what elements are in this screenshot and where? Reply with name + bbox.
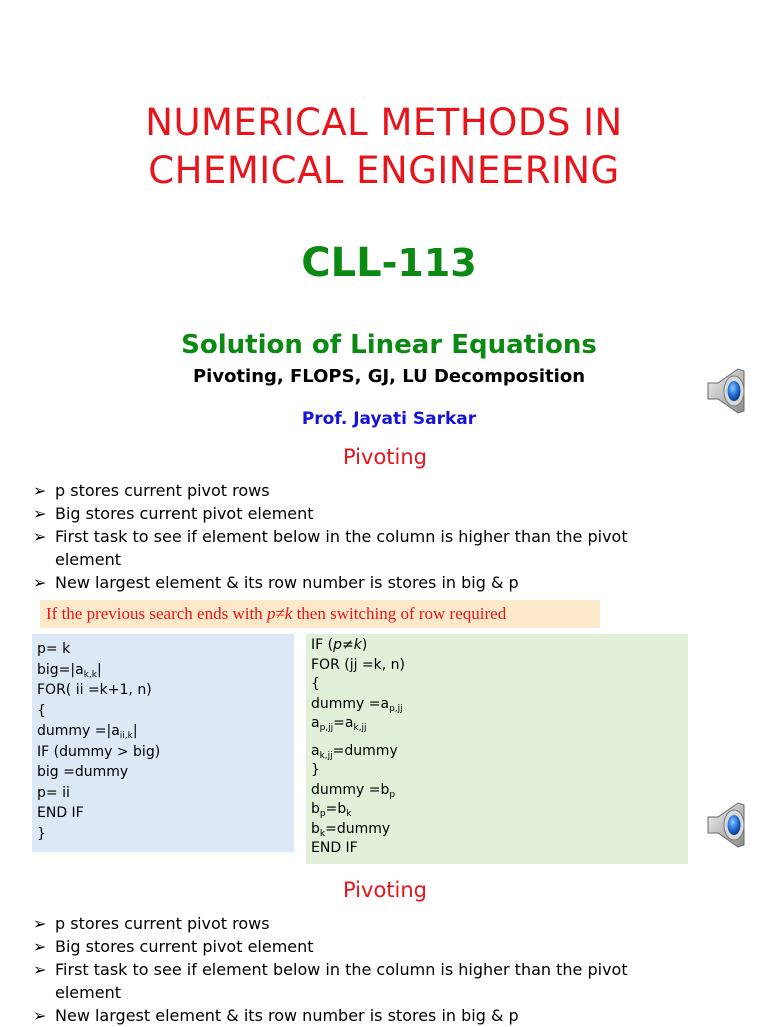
list-item: ➢ First task to see if element below in the column is higher than the pivot element	[33, 960, 628, 1002]
list-item: ➢ p stores current pivot rows	[33, 481, 270, 500]
arrowhead-bullet-icon: ➢	[33, 960, 47, 979]
title-line-1: NUMERICAL METHODS IN	[145, 101, 623, 144]
bullet-list-2	[33, 912, 733, 1027]
row-switch-note: If the previous search ends with p≠k then switching of row required	[40, 600, 600, 628]
arrowhead-bullet-icon: ➢	[33, 937, 47, 956]
list-item: ➢ First task to see if element below in the column is higher than the pivot element	[33, 527, 628, 569]
course-number: -113	[381, 241, 477, 285]
arrowhead-bullet-icon: ➢	[33, 573, 47, 592]
arrowhead-bullet-icon: ➢	[33, 504, 47, 523]
course-prefix: CLL	[301, 240, 382, 286]
course-code	[0, 240, 768, 286]
list-item: ➢ p stores current pivot rows	[33, 914, 270, 933]
arrowhead-bullet-icon: ➢	[33, 481, 47, 500]
section-heading-pivoting-2: Pivoting	[342, 878, 428, 902]
code-block-find-pivot: p= k $big=|a_{k,k}|$ FOR( ii =k+1, n) { dummy $=|a_{ii,k}|$ IF (dummy > big) big =dummy p= ii END IF }	[32, 634, 294, 852]
subtitle: Solution of Linear Equations	[181, 330, 597, 360]
speaker-audio-icon[interactable]	[704, 365, 752, 417]
bullet-list-1	[33, 479, 733, 594]
list-item: ➢ New largest element & its row number is stores in big & p	[33, 1006, 519, 1025]
code-block-swap-rows: IF (p≠k) FOR (jj =k, n) { dummy $=a_{p,jj}$ $a_{p,jj}=a_{k,jj}$ $a_{k,jj}=dummy$ } dummy $=b_p$ $b_p=b_k$ $b_k=dummy$ END IF	[306, 634, 688, 864]
title-line-2: CHEMICAL ENGINEERING	[148, 149, 620, 192]
list-item: ➢ Big stores current pivot element	[33, 937, 314, 956]
list-item: ➢ Big stores current pivot element	[33, 504, 314, 523]
section-heading-pivoting-1: Pivoting	[342, 445, 428, 469]
list-item: ➢ New largest element & its row number is stores in big & p	[33, 573, 519, 592]
arrowhead-bullet-icon: ➢	[33, 914, 47, 933]
professor-name: Prof. Jayati Sarkar	[301, 409, 477, 429]
topics-line: Pivoting, FLOPS, GJ, LU Decomposition	[192, 366, 586, 387]
document-title	[0, 101, 768, 200]
speaker-audio-icon[interactable]	[704, 799, 752, 851]
arrowhead-bullet-icon: ➢	[33, 1006, 47, 1025]
arrowhead-bullet-icon: ➢	[33, 527, 47, 546]
